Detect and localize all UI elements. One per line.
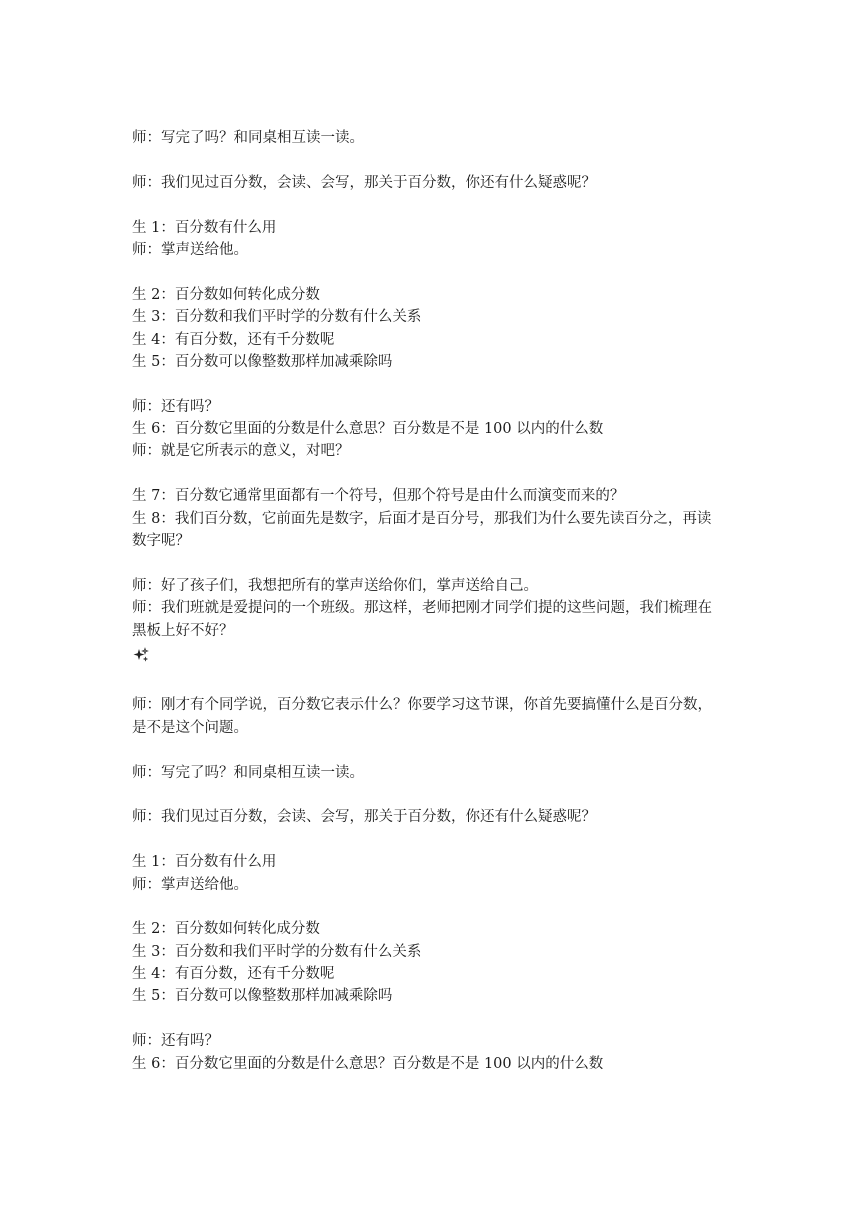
dialogue-line: 数字呢？ xyxy=(132,533,190,550)
blank-line xyxy=(132,149,732,171)
dialogue-line: 师：掌声送给他。 xyxy=(132,876,248,893)
sparkle-divider xyxy=(132,642,732,672)
dialogue-line: 生 6：百分数它里面的分数是什么意思？百分数是不是 100 以内的什么数 xyxy=(132,421,604,438)
dialogue-line: 生 4：有百分数，还有千分数呢 xyxy=(132,966,335,983)
dialogue-line: 师：写完了吗？和同桌相互读一读。 xyxy=(132,764,364,781)
dialogue-line: 师：还有吗？ xyxy=(132,398,219,415)
blank-line xyxy=(132,261,732,283)
blank-line xyxy=(132,829,732,851)
blank-line xyxy=(132,1008,732,1030)
blank-line xyxy=(132,194,732,216)
dialogue-line: 师：还有吗？ xyxy=(132,1033,219,1050)
blank-line xyxy=(132,896,732,918)
blank-line xyxy=(132,463,732,485)
dialogue-line: 师：我们见过百分数，会读、会写，那关于百分数，你还有什么疑惑呢？ xyxy=(132,174,596,191)
blank-line xyxy=(132,373,732,395)
dialogue-line: 黑板上好不好？ xyxy=(132,622,234,639)
dialogue-line: 生 5：百分数可以像整数那样加减乘除吗 xyxy=(132,353,393,370)
dialogue-line: 师：掌声送给他。 xyxy=(132,241,248,258)
spacer xyxy=(132,672,732,694)
dialogue-line: 师：就是它所表示的意义，对吧？ xyxy=(132,443,350,460)
dialogue-line: 师：写完了吗？和同桌相互读一读。 xyxy=(132,130,364,146)
dialogue-line: 生 4：有百分数，还有千分数呢 xyxy=(132,331,335,348)
dialogue-line: 生 2：百分数如何转化成分数 xyxy=(132,921,320,938)
dialogue-line: 生 1：百分数有什么用 xyxy=(132,854,277,871)
dialogue-line: 生 2：百分数如何转化成分数 xyxy=(132,286,320,303)
transcript-body xyxy=(132,127,732,1075)
dialogue-line: 生 3：百分数和我们平时学的分数有什么关系 xyxy=(132,943,422,960)
dialogue-line: 生 8：我们百分数，它前面先是数字，后面才是百分号，那我们为什么要先读百分之，再读 xyxy=(132,510,712,527)
blank-line xyxy=(132,739,732,761)
transcript-part-2 xyxy=(132,694,732,1075)
transcript-part-1 xyxy=(132,127,732,642)
dialogue-line: 生 5：百分数可以像整数那样加减乘除吗 xyxy=(132,988,393,1005)
dialogue-line: 师：好了孩子们，我想把所有的掌声送给你们，掌声送给自己。 xyxy=(132,577,538,594)
dialogue-line: 生 1：百分数有什么用 xyxy=(132,219,277,236)
blank-line xyxy=(132,552,732,574)
dialogue-line: 是不是这个问题。 xyxy=(132,719,248,736)
dialogue-line: 生 7：百分数它通常里面都有一个符号，但那个符号是由什么而演变而来的？ xyxy=(132,488,625,505)
sparkle-icon xyxy=(132,647,150,665)
dialogue-line: 师：我们班就是爱提问的一个班级。那这样，老师把刚才同学们提的这些问题，我们梳理在 xyxy=(132,600,712,617)
dialogue-line: 生 6：百分数它里面的分数是什么意思？百分数是不是 100 以内的什么数 xyxy=(132,1055,604,1072)
dialogue-line: 生 3：百分数和我们平时学的分数有什么关系 xyxy=(132,309,422,326)
dialogue-line: 师：刚才有个同学说，百分数它表示什么？你要学习这节课，你首先要搞懂什么是百分数， xyxy=(132,697,712,714)
dialogue-line: 师：我们见过百分数，会读、会写，那关于百分数，你还有什么疑惑呢？ xyxy=(132,809,596,826)
blank-line xyxy=(132,784,732,806)
